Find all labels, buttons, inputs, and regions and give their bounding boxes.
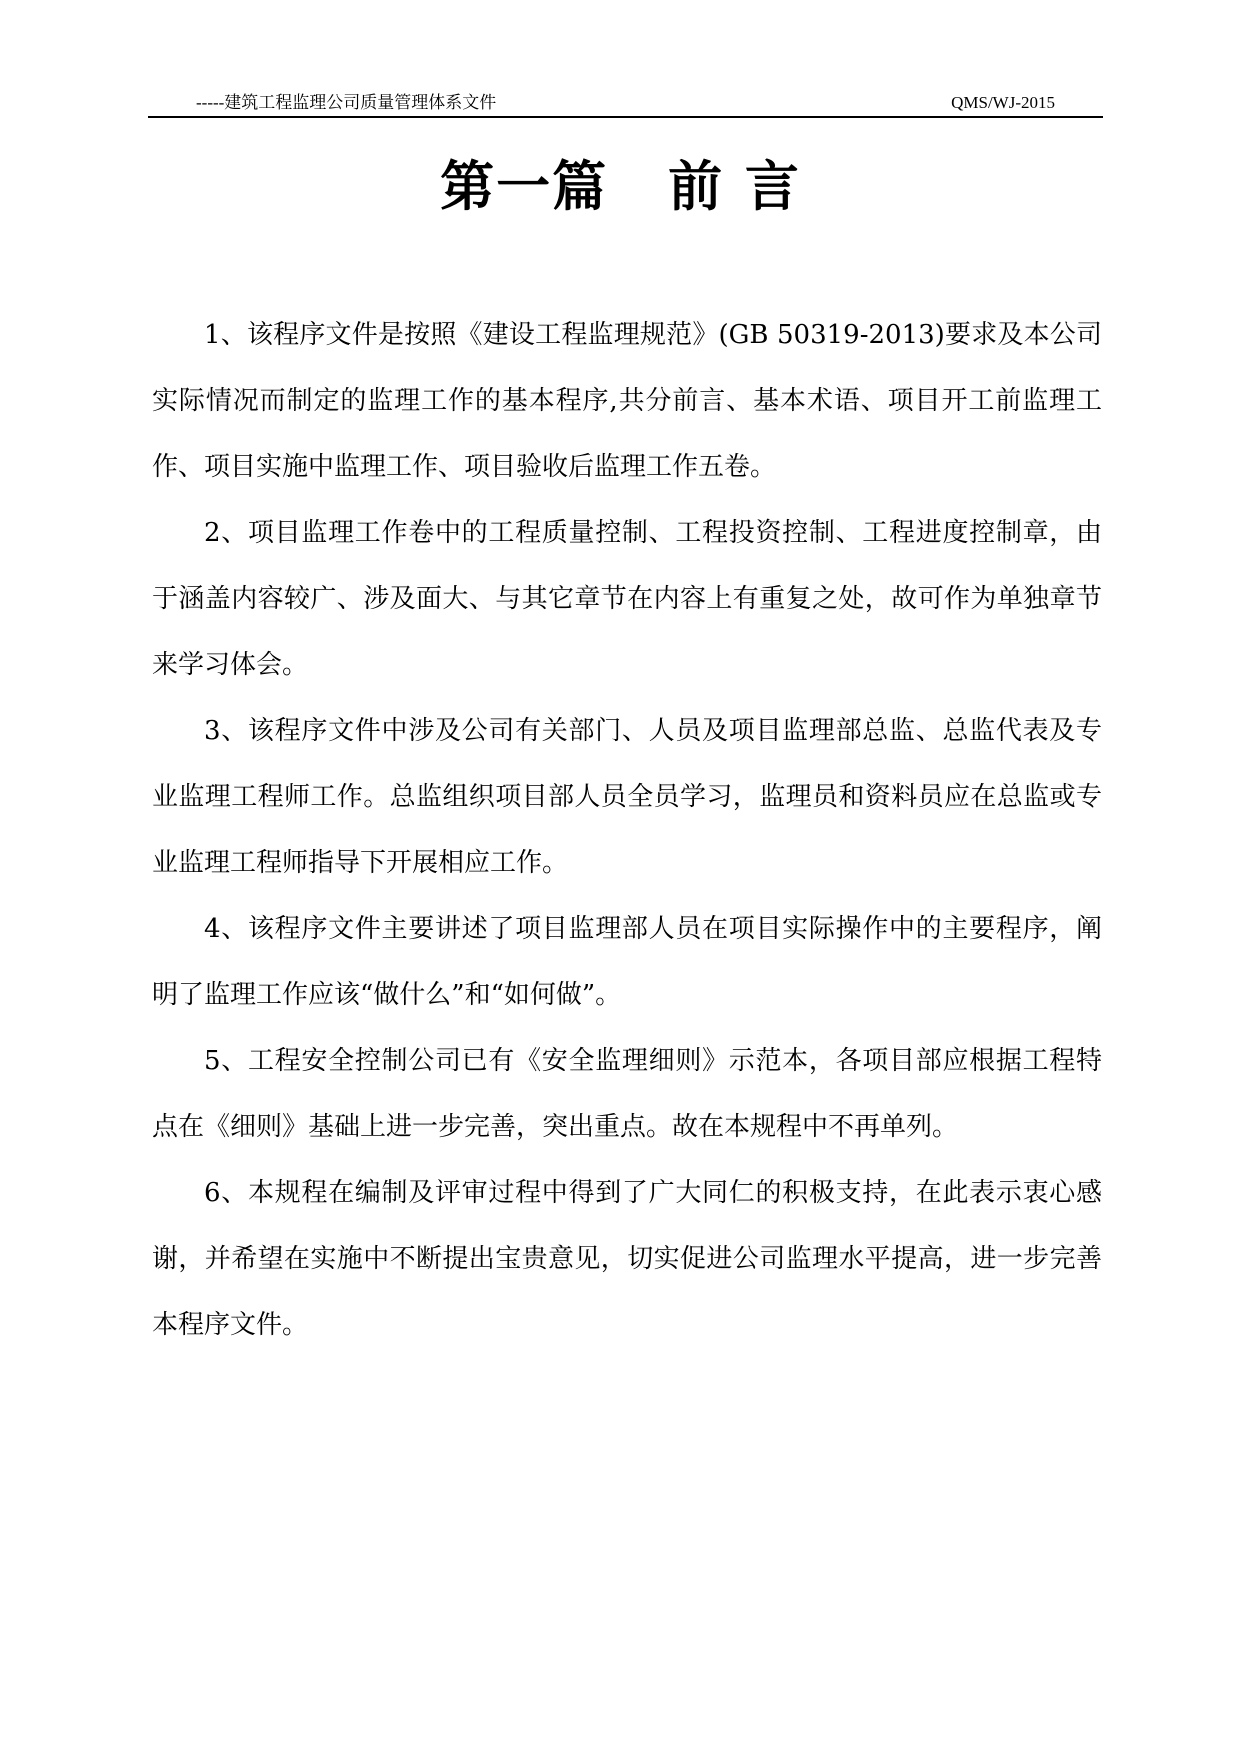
document-body [152, 302, 1102, 1358]
paragraph-2: 2、项目监理工作卷中的工程质量控制、工程投资控制、工程进度控制章，由于涵盖内容较广、涉及面大、与其它章节在内容上有重复之处，故可作为单独章节来学习体会。 [152, 518, 1102, 680]
paragraph-5: 5、工程安全控制公司已有《安全监理细则》示范本，各项目部应根据工程特点在《细则》基础上进一步完善，突出重点。故在本规程中不再单列。 [152, 1046, 1102, 1142]
paragraph-1: 1、该程序文件是按照《建设工程监理规范》(GB 50319-2013)要求及本公司实际情况而制定的监理工作的基本程序,共分前言、基本术语、项目开工前监理工作、项目实施中监理工作、项目验收后监理工作五卷。 [152, 320, 1102, 482]
title-part-label: 第一篇 [440, 155, 609, 218]
paragraph-6: 6、本规程在编制及评审过程中得到了广大同仁的积极支持，在此表示衷心感谢，并希望在实施中不断提出宝贵意见，切实促进公司监理水平提高，进一步完善本程序文件。 [152, 1178, 1102, 1340]
page-header [148, 92, 1103, 118]
header-document-code: QMS/WJ-2015 [951, 93, 1055, 112]
page-title [0, 152, 1241, 222]
paragraph-4: 4、该程序文件主要讲述了项目监理部人员在项目实际操作中的主要程序，阐明了监理工作应该“做什么”和“如何做”。 [152, 914, 1102, 1010]
paragraph-3: 3、该程序文件中涉及公司有关部门、人员及项目监理部总监、总监代表及专业监理工程师工作。总监组织项目部人员全员学习，监理员和资料员应在总监或专业监理工程师指导下开展相应工作。 [152, 716, 1102, 878]
header-document-name: -----建筑工程监理公司质量管理体系文件 [196, 93, 497, 112]
title-section-label: 前 言 [668, 155, 801, 218]
